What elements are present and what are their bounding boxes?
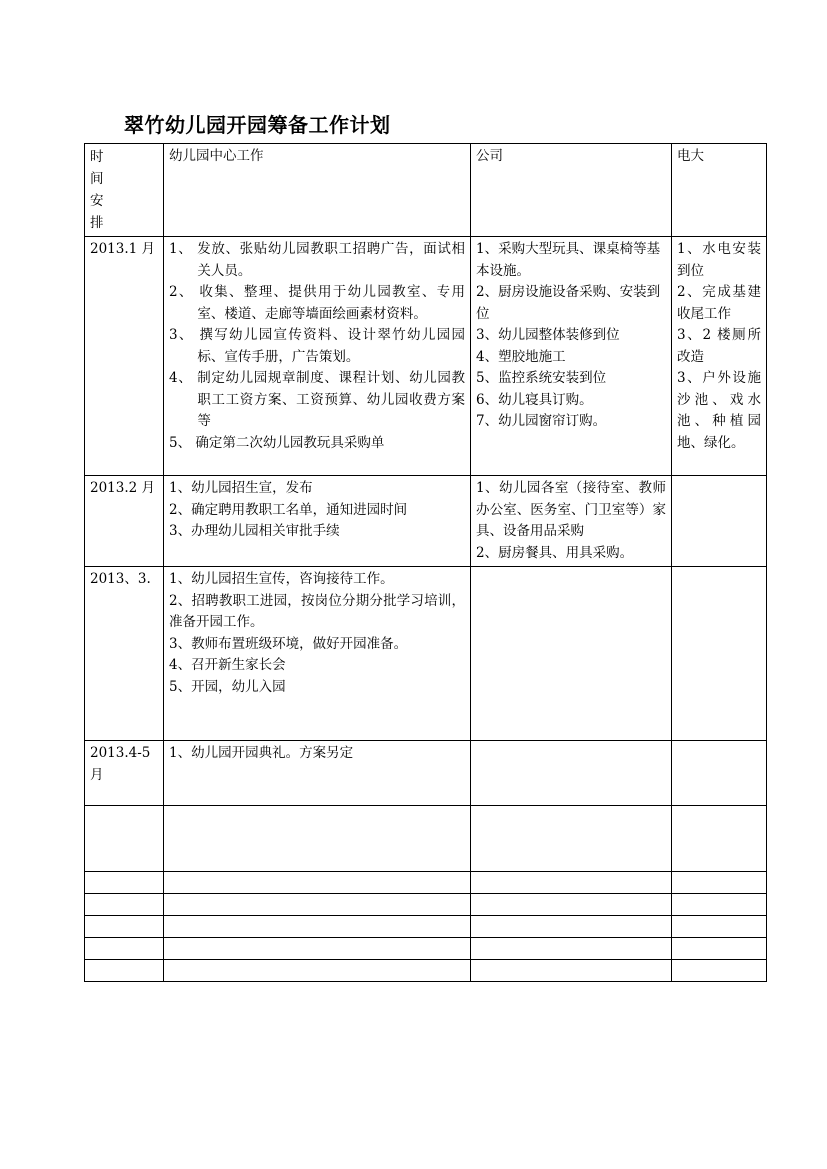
header-dianda: 电大	[672, 144, 767, 237]
list-item: 1、幼儿园招生宣传，咨询接待工作。	[169, 571, 394, 587]
table-row	[85, 237, 767, 476]
list-item: 3、办理幼儿园相关审批手续	[169, 523, 340, 539]
row-center-work	[164, 741, 471, 806]
row-company	[471, 237, 672, 476]
list-item: 3、 撰写幼儿园宣传资料、设计翠竹幼儿园园标、宣传手册，广告策划。	[169, 327, 465, 365]
list-item: 3、户外设施沙池、戏水池、种植园地、绿化。	[677, 370, 761, 451]
list-item: 2、完成基建收尾工作	[677, 284, 761, 322]
list-item: 1、幼儿园招生宣，发布	[169, 480, 313, 496]
row-center-work	[164, 237, 471, 476]
list-item: 2、厨房餐具、用具采购。	[476, 544, 634, 561]
row-center-work	[164, 476, 471, 567]
row-company	[471, 567, 672, 741]
list-item: 1、 发放、张贴幼儿园教职工招聘广告，面试相关人员。	[169, 241, 465, 279]
list-item: 5、监控系统安装到位	[476, 370, 607, 386]
table-row	[85, 741, 767, 806]
list-item: 4、召开新生家长会	[169, 657, 286, 673]
header-time-line2: 安 排	[90, 193, 118, 231]
table-row	[85, 567, 767, 741]
row-dianda	[672, 567, 767, 741]
table-row-empty	[85, 806, 767, 872]
table-header-row	[85, 144, 767, 237]
list-item: 6、幼儿寝具订购。	[476, 391, 593, 408]
row-time: 2013.4-5 月	[85, 741, 164, 806]
row-company	[471, 476, 672, 567]
plan-table	[84, 143, 767, 982]
list-item: 2、 收集、整理、提供用于幼儿园教室、专用室、楼道、走廊等墙面绘画素材资料。	[169, 284, 465, 322]
row-time: 2013.1 月	[85, 237, 164, 476]
table-row-empty	[85, 916, 767, 938]
header-time-line1: 时 间	[90, 149, 118, 187]
list-item: 4、塑胶地施工	[476, 348, 566, 365]
row-company	[471, 741, 672, 806]
list-item: 2、厨房设施设备采购、安装到位	[476, 284, 661, 322]
table-row-empty	[85, 894, 767, 916]
list-item: 1、幼儿园各室（接待室、教师办公室、医务室、门卫室等）家具、设备用品采购	[476, 480, 666, 539]
list-item: 7、幼儿园窗帘订购。	[476, 413, 607, 429]
table-row-empty	[85, 960, 767, 982]
row-center-work	[164, 567, 471, 741]
list-item: 1、采购大型玩具、课桌椅等基本设施。	[476, 241, 661, 279]
list-item: 5、开园，幼儿入园	[169, 678, 286, 695]
list-item: 1、幼儿园开园典礼。方案另定	[169, 745, 354, 761]
list-item: 3、教师布置班级环境，做好开园准备。	[169, 635, 408, 652]
table-row	[85, 476, 767, 567]
header-company: 公司	[471, 144, 672, 237]
row-dianda	[672, 237, 767, 476]
list-item: 3、2 楼厕所改造	[677, 327, 761, 365]
list-item: 1、水电安装到位	[677, 241, 761, 279]
list-item: 2、确定聘用教职工名单，通知进园时间	[169, 501, 408, 518]
row-time: 2013、3.	[85, 567, 164, 741]
document-title: 翠竹幼儿园开园筹备工作计划	[124, 113, 391, 137]
row-time: 2013.2 月	[85, 476, 164, 567]
header-center: 幼儿园中心工作	[164, 144, 471, 237]
row-dianda	[672, 741, 767, 806]
row-dianda	[672, 476, 767, 567]
list-item: 4、 制定幼儿园规章制度、课程计划、幼儿园教职工工资方案、工资预算、幼儿园收费方案等	[169, 370, 465, 429]
header-time	[85, 144, 164, 237]
list-item: 2、招聘教职工进园，按岗位分期分批学习培训，准备开园工作。	[169, 592, 465, 630]
table-row-empty	[85, 872, 767, 894]
table-row-empty	[85, 938, 767, 960]
list-item: 5、 确定第二次幼儿园教玩具采购单	[169, 434, 385, 451]
list-item: 3、幼儿园整体装修到位	[476, 327, 620, 343]
